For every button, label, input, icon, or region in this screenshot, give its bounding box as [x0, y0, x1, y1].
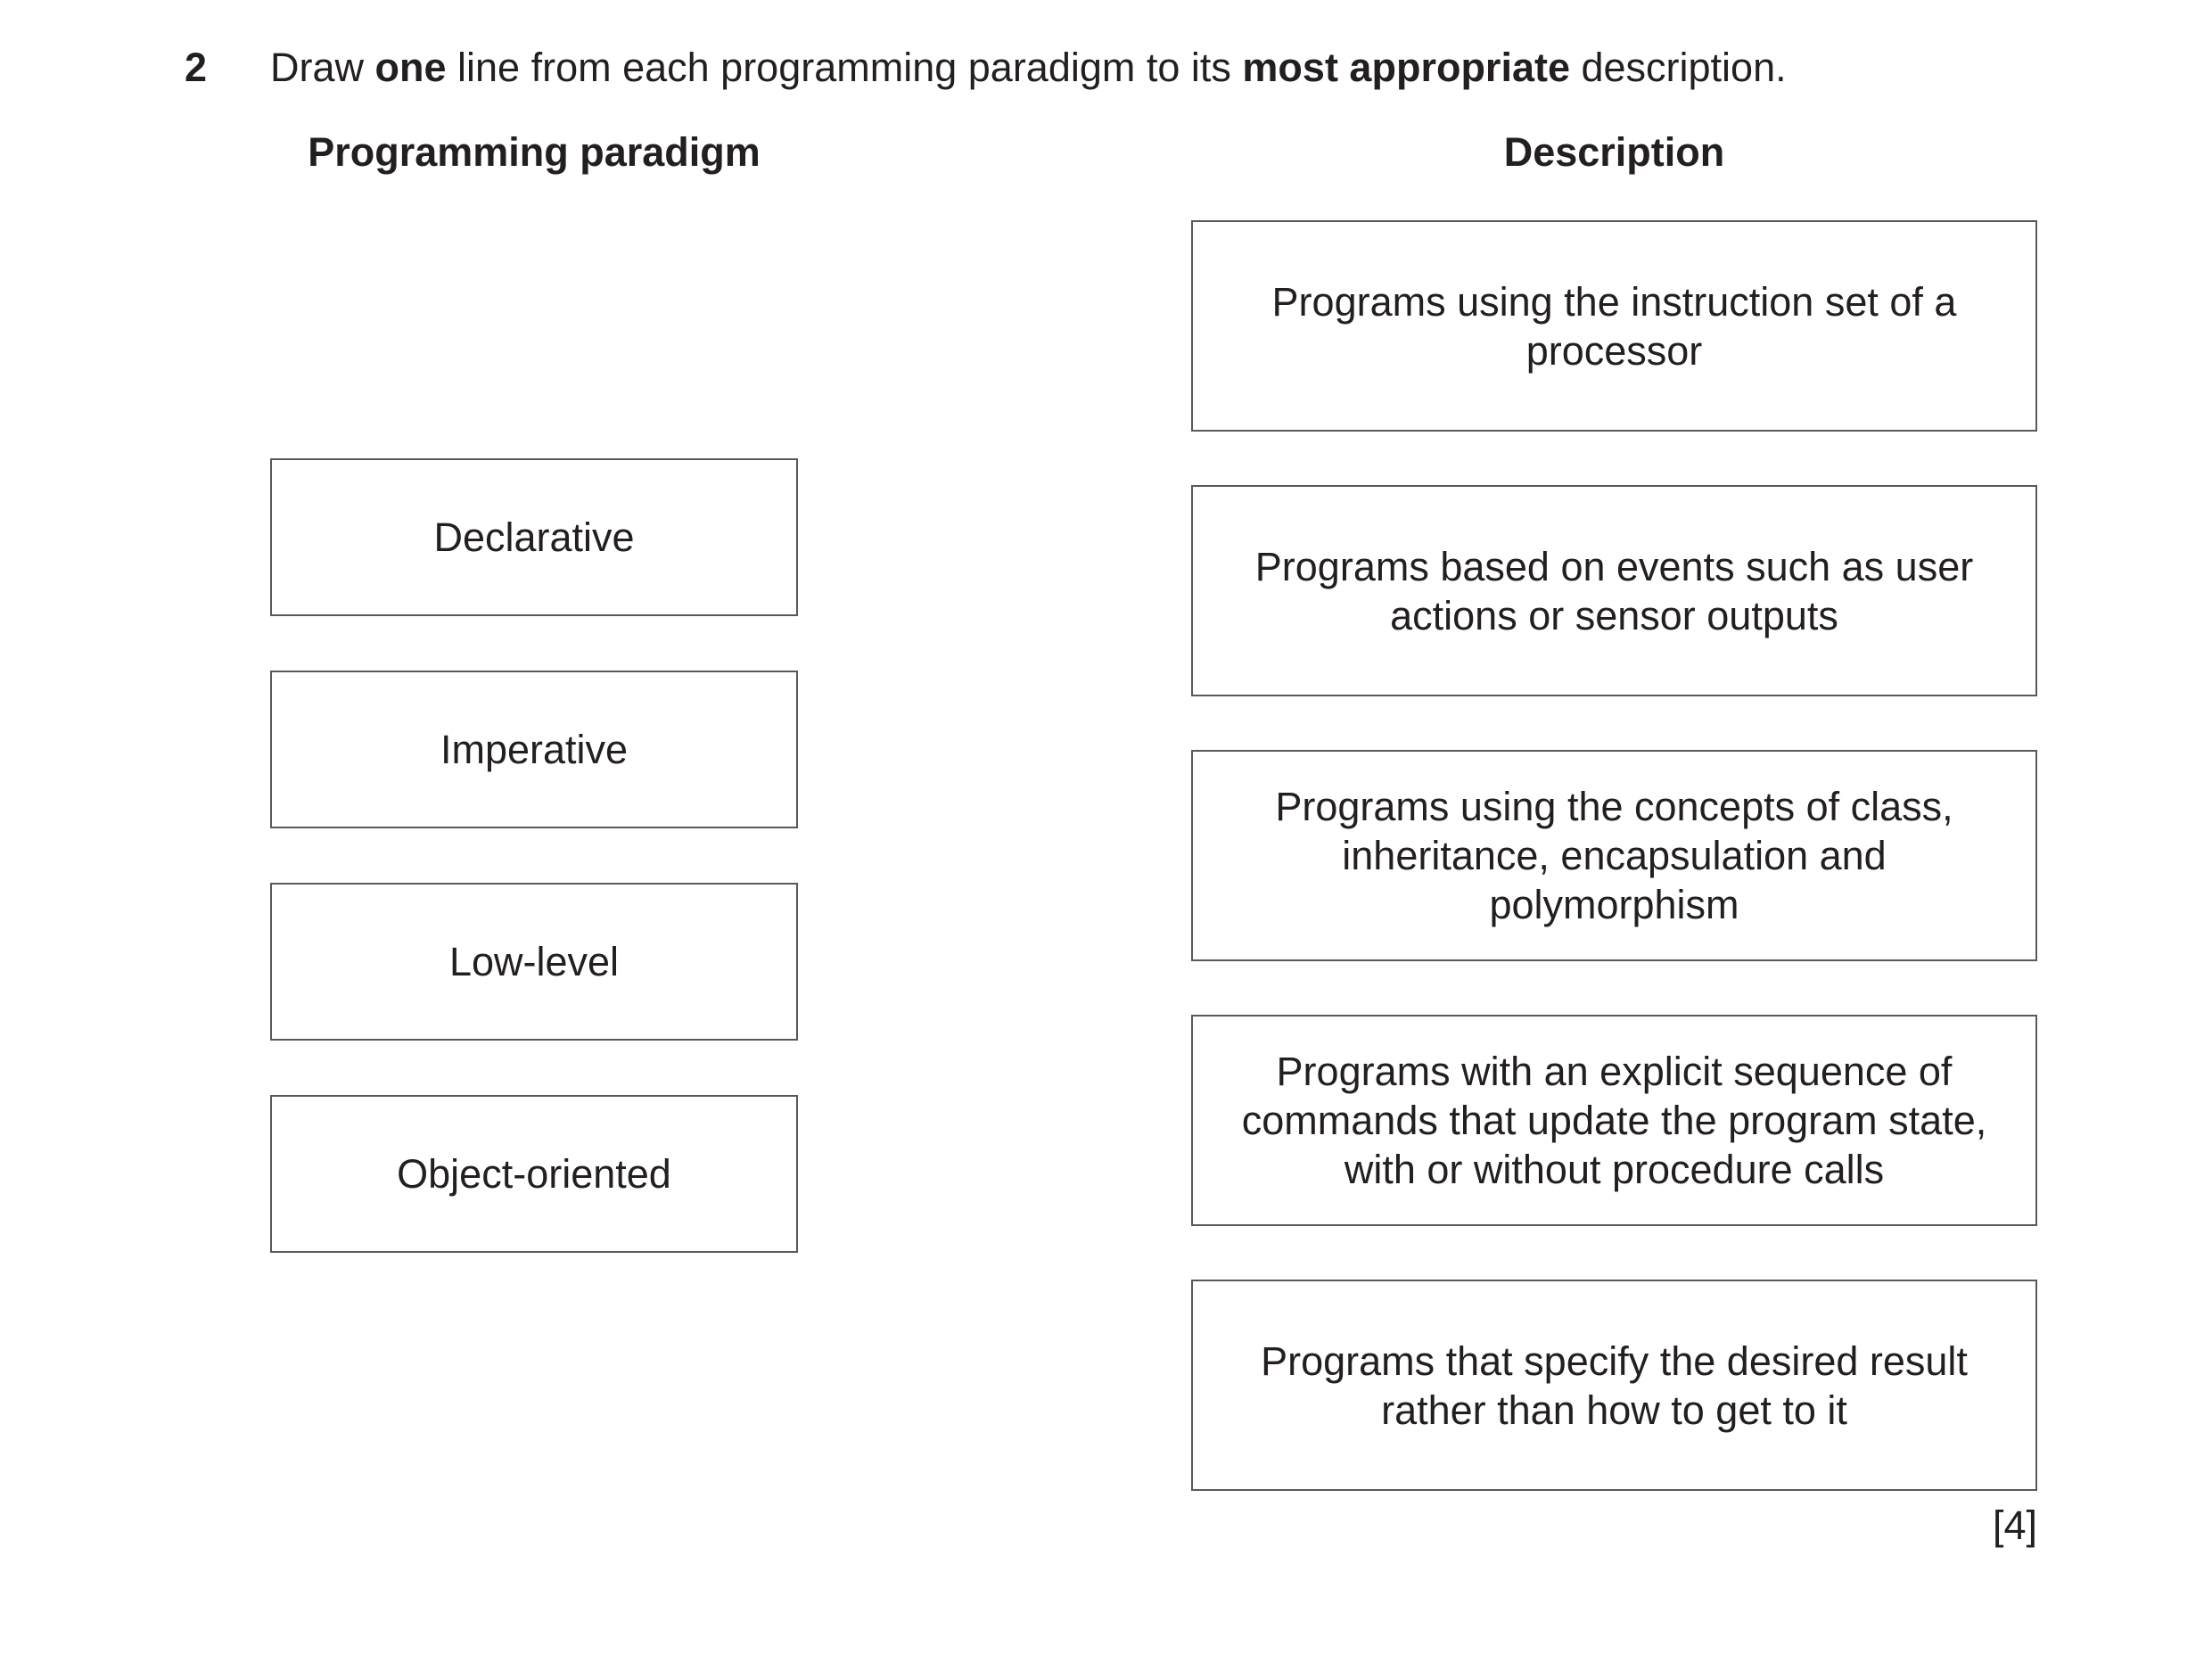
question-text-part-2: line from each programming paradigm to its [446, 45, 1243, 90]
paradigm-box-imperative[interactable] [270, 671, 798, 828]
description-box-class-concepts[interactable] [1191, 750, 2037, 961]
description-text: Programs using the instruction set of a processor [1271, 278, 1957, 374]
paradigm-column-heading: Programming paradigm [308, 129, 761, 175]
paradigm-box-declarative[interactable] [270, 458, 798, 616]
paradigm-box-low-level[interactable] [270, 883, 798, 1041]
description-box-desired-result[interactable] [1191, 1280, 2037, 1491]
paradigm-label: Low-level [448, 939, 620, 984]
description-text: Programs with an explicit sequence of commands that update the program state, with or without procedure calls [1241, 1049, 1987, 1192]
question-number: 2 [185, 45, 208, 90]
description-box-instruction-set[interactable] [1191, 220, 2037, 432]
marks-indicator: [4] [1992, 1502, 2037, 1548]
description-text: Programs using the concepts of class, inheritance, encapsulation and polymorphism [1275, 784, 1953, 927]
description-text: Programs based on events such as user actions or sensor outputs [1254, 543, 1974, 638]
question-text-bold-most-appropriate: most appropriate [1242, 45, 1570, 90]
paradigm-box-object-oriented[interactable] [270, 1095, 798, 1253]
paradigm-label: Declarative [433, 514, 635, 560]
paradigm-label: Object-oriented [397, 1151, 671, 1197]
description-box-events[interactable] [1191, 485, 2037, 696]
description-text: Programs that specify the desired result rather than how to get to it [1261, 1338, 1968, 1433]
question-text-bold-one: one [374, 45, 447, 90]
description-column-heading: Description [1503, 129, 1725, 175]
question-text-part-3: description. [1569, 45, 1787, 90]
paradigm-label: Imperative [440, 727, 629, 772]
question-text-part-1: Draw [270, 45, 375, 90]
description-box-explicit-sequence[interactable] [1191, 1015, 2037, 1226]
question-text [270, 43, 1787, 93]
